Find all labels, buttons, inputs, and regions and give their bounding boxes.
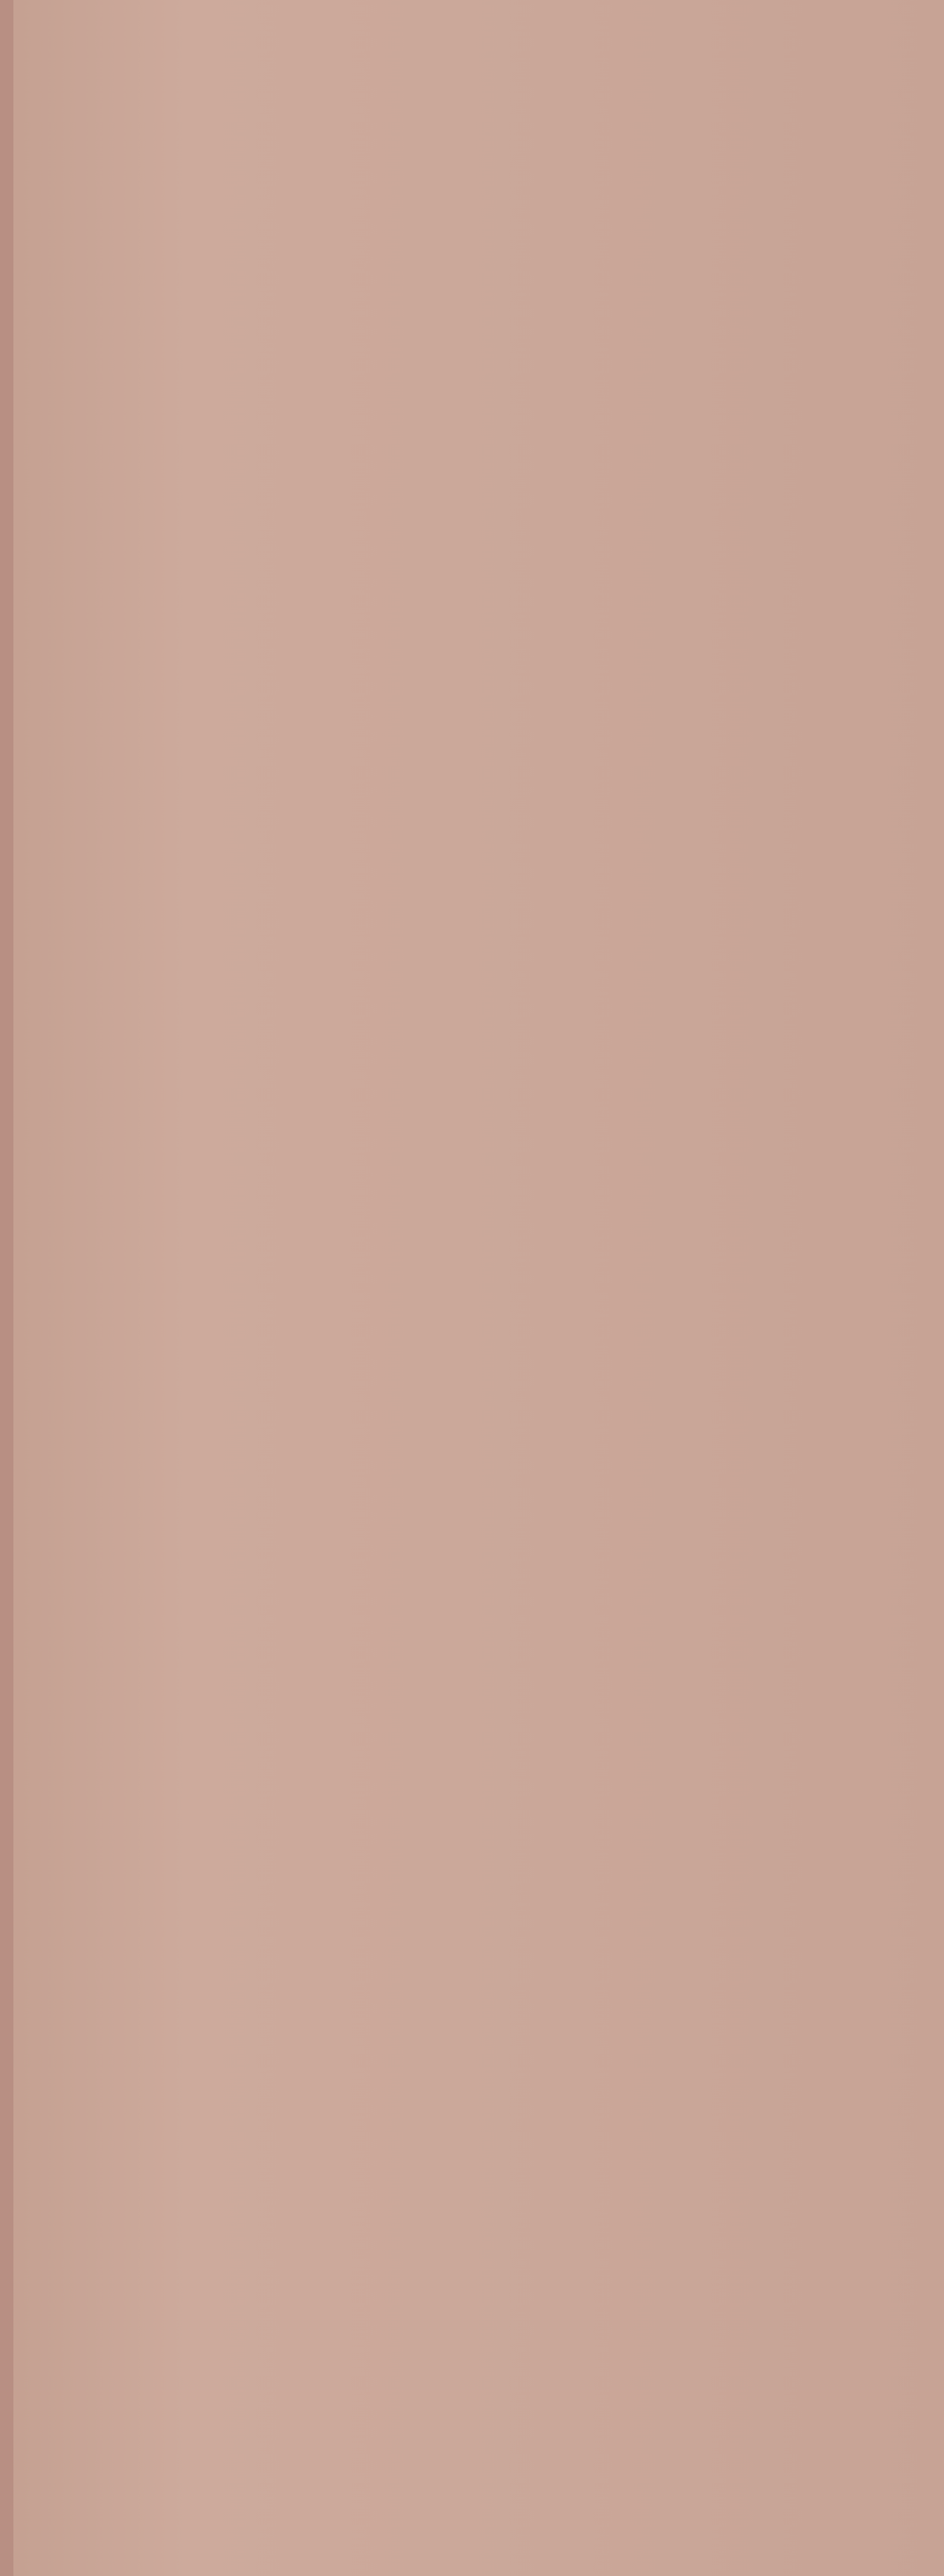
wetter-section — [216, 726, 902, 730]
windstaerke-section — [216, 2120, 902, 2123]
windrichtung-section — [216, 1852, 902, 1855]
todesfaelle-section — [216, 2324, 902, 2329]
gewitter-section — [216, 1680, 902, 1683]
page-edge — [0, 0, 13, 2576]
niederschlaege-section — [216, 922, 902, 925]
grundwasser-section — [216, 2543, 902, 2548]
regenhoehe-section — [216, 1440, 902, 1443]
